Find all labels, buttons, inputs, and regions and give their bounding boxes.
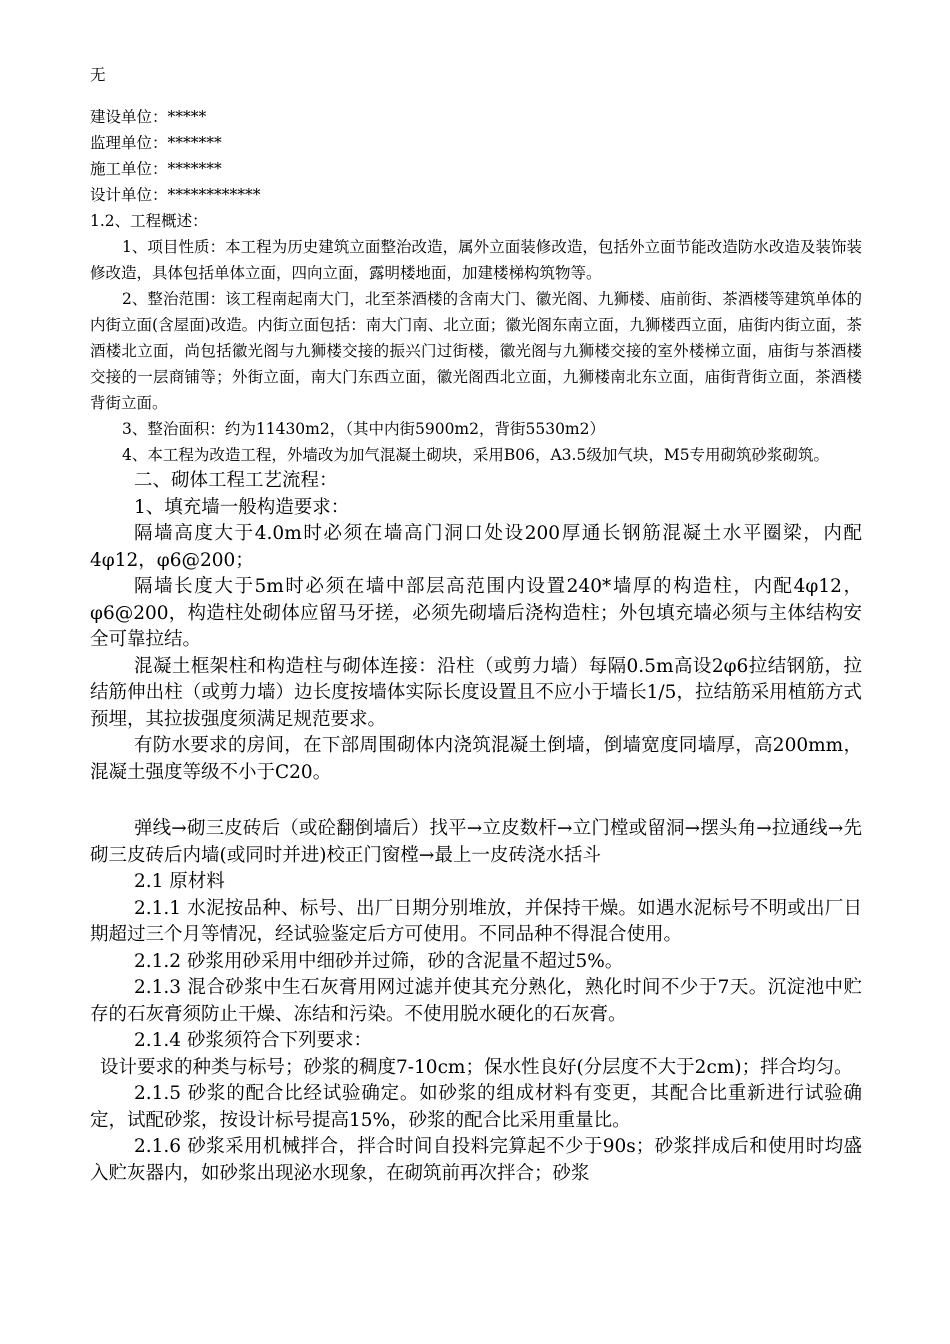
- material-2-1-4-detail: 设计要求的种类与标号；砂浆的稠度7-10cm；保水性良好(分层度不大于2cm)；拌合均匀。: [100, 1056, 853, 1078]
- blank-gap: [90, 786, 862, 816]
- overview-paragraph-2: 2、整治范围：该工程南起南大门，北至茶酒楼的含南大门、徽光阁、九狮楼、庙前街、茶酒楼等建筑单体的内街立面(含屋面)改造。内街立面包括：南大门南、北立面；徽光阁东南立面，九狮楼西立面，庙街内街立面，茶酒楼北立面，尚包括徽光阁与九狮楼交接的振兴门过街楼，徽光阁与九狮楼交接的室外楼梯立面，庙街与茶酒楼交接的一层商铺等；外街立面，南大门东西立面，徽光阁西北立面，九狮楼南北东立面，庙街背街立面，茶酒楼背街立面。: [90, 290, 862, 412]
- material-2-1-2: 2.1.2 砂浆用砂采用中细砂并过筛，砂的含泥量不超过5%。: [134, 950, 624, 972]
- requirement-paragraph-2: 隔墙长度大于5m时必须在墙中部层高范围内设置240*墙厚的构造柱，内配4φ12，φ6@200，构造柱处砌体应留马牙搓，必须先砌墙后浇构造柱；外包填充墙必须与主体结构安全可靠拉结。: [90, 576, 862, 650]
- material-2-1-1: 2.1.1 水泥按品种、标号、出厂日期分别堆放，并保持干燥。如遇水泥标号不明或出厂日期超过三个月等情况，经试验鉴定后方可使用。不同品种不得混合使用。: [90, 897, 862, 945]
- unit-contractor: 施工单位：*******: [90, 160, 222, 178]
- material-2-1-4: 2.1.4 砂浆须符合下列要求：: [134, 1030, 372, 1051]
- materials-heading: 2.1 原材料: [134, 871, 225, 892]
- unit-supervision: 监理单位：*******: [90, 134, 222, 152]
- requirement-paragraph-3: 混凝土框架柱和构造柱与砌体连接：沿柱（或剪力墙）每隔0.5m高设2φ6拉结钢筋，拉结筋伸出柱（或剪力墙）边长度按墙体实际长度设置且不应小于墙长1/5，拉结筋采用植筋方式预埋，其拉拔强度须满足规范要求。: [90, 655, 862, 730]
- unit-design: 设计单位：************: [90, 186, 261, 204]
- material-2-1-6: 2.1.6 砂浆采用机械拌合，拌合时间自投料完算起不少于90s；砂浆拌成后和使用时均盛入贮灰器内，如砂浆出现泌水现象，在砌筑前再次拌合；砂浆: [90, 1136, 862, 1184]
- overview-paragraph-4: 4、本工程为改造工程，外墙改为加气混凝土砌块，采用B06，A3.5级加气块，M5专用砌筑砂浆砌筑。: [122, 446, 830, 464]
- header-mark: 无: [90, 66, 106, 84]
- material-2-1-3: 2.1.3 混合砂浆中生石灰膏用网过滤并使其充分熟化，熟化时间不少于7天。沉淀池中贮存的石灰膏须防止干燥、冻结和污染。不使用脱水硬化的石灰膏。: [90, 977, 862, 1025]
- section-2-heading: 二、砌体工程工艺流程：: [134, 470, 338, 491]
- unit-construction: 建设单位：*****: [90, 108, 207, 126]
- overview-paragraph-1: 1、项目性质：本工程为历史建筑立面整治改造，属外立面装修改造，包括外立面节能改造防水改造及装饰装修改造，具体包括单体立面，四向立面，露明楼地面，加建楼梯构筑物等。: [90, 238, 862, 282]
- overview-heading: 1.2、工程概述：: [90, 212, 208, 230]
- requirement-paragraph-1: 隔墙高度大于4.0m时必须在墙高门洞口处设200厚通长钢筋混凝土水平圈梁，内配4φ12，φ6@200；: [90, 523, 862, 571]
- process-flow-paragraph: 弹线→砌三皮砖后（或砼翻倒墙后）找平→立皮数杆→立门樘或留洞→摆头角→拉通线→先砌三皮砖后内墙(或同时并进)校正门窗樘→最上一皮砖浇水括斗: [90, 818, 862, 866]
- material-2-1-5: 2.1.5 砂浆的配合比经试验确定。如砂浆的组成材料有变更，其配合比重新进行试验确定，试配砂浆，按设计标号提高15%，砂浆的配合比采用重量比。: [90, 1083, 862, 1131]
- requirement-paragraph-4: 有防水要求的房间，在下部周围砌体内浇筑混凝土倒墙，倒墙宽度同墙厚，高200mm，混凝土强度等级不小于C20。: [90, 735, 862, 783]
- subsection-1-heading: 1、填充墙一般构造要求：: [134, 496, 350, 518]
- overview-paragraph-3: 3、整治面积：约为11430m2，（其中内街5900m2，背街5530m2）: [122, 420, 605, 438]
- document-page: [90, 62, 862, 1187]
